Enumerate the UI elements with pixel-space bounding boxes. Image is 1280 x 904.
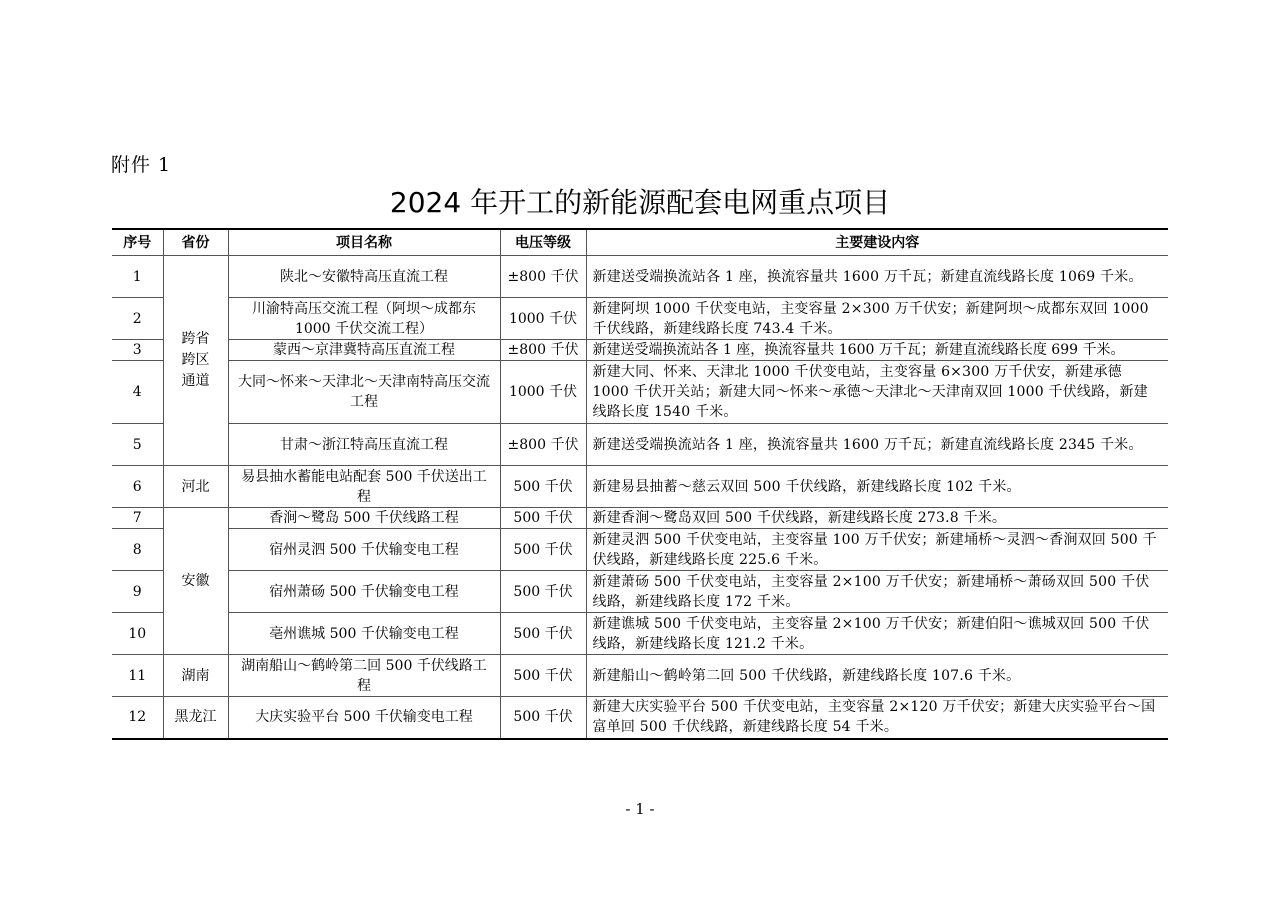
table-row (112, 361, 1168, 424)
seq-cell: 2 (112, 298, 163, 340)
project-name-cell: 湖南船山～鹤岭第二回 500 千伏线路工程 (228, 655, 500, 697)
header-seq: 序号 (112, 229, 163, 256)
project-name-cell: 易县抽水蓄能电站配套 500 千伏送出工程 (228, 466, 500, 508)
seq-cell: 8 (112, 529, 163, 571)
province-cell: 跨省 跨区 通道 (163, 256, 228, 466)
seq-cell: 5 (112, 424, 163, 466)
content-cell: 新建大庆实验平台 500 千伏变电站，主变容量 2×120 万千伏安；新建大庆实验平台～国富单回 500 千伏线路，新建线路长度 54 千米。 (586, 697, 1168, 739)
province-cell: 河北 (163, 466, 228, 508)
content-cell: 新建阿坝 1000 千伏变电站，主变容量 2×300 万千伏安；新建阿坝～成都东双回 1000 千伏线路，新建线路长度 743.4 千米。 (586, 298, 1168, 340)
content-cell: 新建香涧～鹭岛双回 500 千伏线路，新建线路长度 273.8 千米。 (586, 508, 1168, 529)
project-name-cell: 香涧～鹭岛 500 千伏线路工程 (228, 508, 500, 529)
province-cell: 黑龙江 (163, 697, 228, 739)
header-province: 省份 (163, 229, 228, 256)
table-row (112, 613, 1168, 655)
voltage-cell: ±800 千伏 (500, 256, 586, 298)
voltage-cell: 500 千伏 (500, 529, 586, 571)
content-cell: 新建谯城 500 千伏变电站，主变容量 2×100 万千伏安；新建伯阳～谯城双回 500 千伏线路，新建线路长度 121.2 千米。 (586, 613, 1168, 655)
voltage-cell: 500 千伏 (500, 697, 586, 739)
province-cell: 湖南 (163, 655, 228, 697)
table-row (112, 655, 1168, 697)
voltage-cell: 1000 千伏 (500, 298, 586, 340)
content-cell: 新建送受端换流站各 1 座，换流容量共 1600 万千瓦；新建直流线路长度 1069 千米。 (586, 256, 1168, 298)
seq-cell: 3 (112, 340, 163, 361)
table-row (112, 697, 1168, 739)
voltage-cell: 500 千伏 (500, 655, 586, 697)
project-name-cell: 蒙西～京津冀特高压直流工程 (228, 340, 500, 361)
seq-cell: 10 (112, 613, 163, 655)
seq-cell: 7 (112, 508, 163, 529)
content-cell: 新建船山～鹤岭第二回 500 千伏线路，新建线路长度 107.6 千米。 (586, 655, 1168, 697)
province-cell: 安徽 (163, 508, 228, 655)
project-name-cell: 宿州萧砀 500 千伏输变电工程 (228, 571, 500, 613)
page-number: - 1 - (625, 800, 655, 818)
project-name-cell: 大同～怀来～天津北～天津南特高压交流工程 (228, 361, 500, 424)
seq-cell: 9 (112, 571, 163, 613)
content-cell: 新建灵泗 500 千伏变电站，主变容量 100 万千伏安；新建埇桥～灵泗～香涧双回 500 千伏线路，新建线路长度 225.6 千米。 (586, 529, 1168, 571)
project-name-cell: 亳州谯城 500 千伏输变电工程 (228, 613, 500, 655)
content-cell: 新建萧砀 500 千伏变电站，主变容量 2×100 万千伏安；新建埇桥～萧砀双回 500 千伏线路，新建线路长度 172 千米。 (586, 571, 1168, 613)
voltage-cell: 500 千伏 (500, 613, 586, 655)
table-header-row (112, 229, 1168, 256)
projects-table (112, 228, 1168, 740)
content-cell: 新建送受端换流站各 1 座，换流容量共 1600 万千瓦；新建直流线路长度 2345 千米。 (586, 424, 1168, 466)
content-cell: 新建送受端换流站各 1 座，换流容量共 1600 万千瓦；新建直流线路长度 699 千米。 (586, 340, 1168, 361)
table-row (112, 340, 1168, 361)
voltage-cell: 1000 千伏 (500, 361, 586, 424)
seq-cell: 4 (112, 361, 163, 424)
project-name-cell: 甘肃～浙江特高压直流工程 (228, 424, 500, 466)
content-cell: 新建易县抽蓄～慈云双回 500 千伏线路，新建线路长度 102 千米。 (586, 466, 1168, 508)
table-row (112, 424, 1168, 466)
attachment-label: 附件 1 (111, 154, 172, 176)
header-voltage: 电压等级 (500, 229, 586, 256)
table-row (112, 571, 1168, 613)
seq-cell: 12 (112, 697, 163, 739)
table-row (112, 298, 1168, 340)
table-row (112, 256, 1168, 298)
voltage-cell: 500 千伏 (500, 466, 586, 508)
project-name-cell: 川渝特高压交流工程（阿坝～成都东 1000 千伏交流工程） (228, 298, 500, 340)
project-name-cell: 宿州灵泗 500 千伏输变电工程 (228, 529, 500, 571)
header-content: 主要建设内容 (586, 229, 1168, 256)
project-name-cell: 大庆实验平台 500 千伏输变电工程 (228, 697, 500, 739)
table-row (112, 466, 1168, 508)
table-row (112, 508, 1168, 529)
table-row (112, 529, 1168, 571)
project-name-cell: 陕北～安徽特高压直流工程 (228, 256, 500, 298)
seq-cell: 11 (112, 655, 163, 697)
content-cell: 新建大同、怀来、天津北 1000 千伏变电站，主变容量 6×300 万千伏安，新建承德 1000 千伏开关站；新建大同～怀来～承德～天津北～天津南双回 1000 千伏线路，新建线路长度 1540 千米。 (586, 361, 1168, 424)
voltage-cell: ±800 千伏 (500, 424, 586, 466)
voltage-cell: 500 千伏 (500, 571, 586, 613)
voltage-cell: ±800 千伏 (500, 340, 586, 361)
seq-cell: 6 (112, 466, 163, 508)
header-name: 项目名称 (228, 229, 500, 256)
document-title: 2024 年开工的新能源配套电网重点项目 (389, 186, 891, 219)
seq-cell: 1 (112, 256, 163, 298)
voltage-cell: 500 千伏 (500, 508, 586, 529)
